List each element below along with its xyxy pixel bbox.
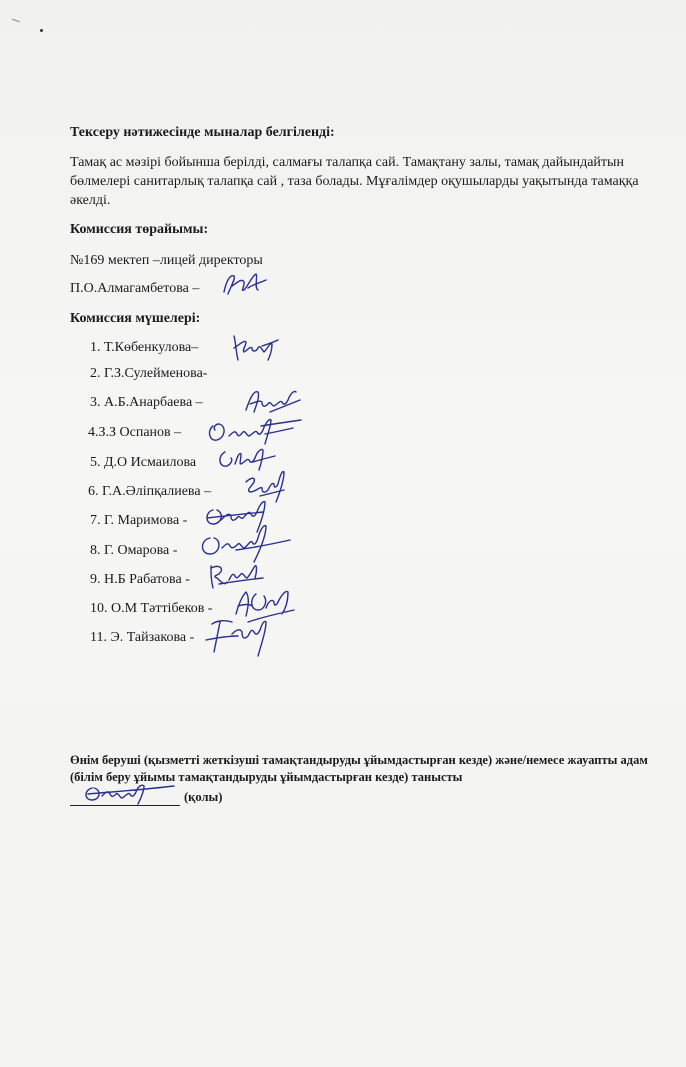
member-9: 9. Н.Б Рабатова - — [90, 572, 190, 587]
member-11: 11. Э. Тайзакова - — [90, 630, 195, 645]
member-10: 10. О.М Тәттібеков - — [90, 601, 213, 616]
member-11-signature — [202, 612, 274, 660]
footer-acknowledgement: Өнім беруші (қызметті жеткізуші тамақтандыруды ұйымдастырған кезде) және/немесе жауапты адам (білім беру ұйымы тамақтандыруды ұйымдастырған кезде) танысты — [70, 753, 648, 784]
chair-name: П.О.Алмагамбетова – — [70, 281, 200, 296]
chair-signature — [218, 268, 268, 300]
chair-heading: Комиссия төрайымы: — [70, 222, 209, 237]
chair-position: №169 мектеп –лицей директоры — [70, 253, 263, 268]
member-2: 2. Г.З.Сулейменова- — [90, 366, 208, 381]
footer-signature — [80, 780, 176, 806]
member-4: 4.З.З Оспанов – — [88, 425, 182, 440]
findings-text: Тамақ ас мәзірі бойынша берілді, салмағы талапқа сай. Тамақтану залы, тамақ дайындайтын бөлмелері санитарлық талапқа сай , таза болады. Мұғалімдер оқушыларды уақытында тамаққа әкелді. — [70, 155, 639, 208]
findings-heading: Тексеру нәтижесінде мыналар белгіленді: — [70, 125, 335, 140]
footer-sign-label: (қолы) — [184, 790, 223, 804]
scan-mark — [12, 19, 20, 23]
member-6: 6. Г.А.Әліпқалиева – — [88, 484, 212, 499]
members-heading: Комиссия мүшелері: — [70, 311, 201, 326]
scan-speck — [40, 29, 43, 32]
member-5: 5. Д.О Исмаилова — [90, 455, 197, 470]
member-1: 1. Т.Көбенкулова– — [90, 340, 199, 355]
member-1-signature — [230, 330, 280, 364]
member-8: 8. Г. Омарова - — [90, 543, 178, 558]
member-3: 3. А.Б.Анарбаева – — [90, 395, 203, 410]
member-7: 7. Г. Маримова - — [90, 513, 188, 528]
